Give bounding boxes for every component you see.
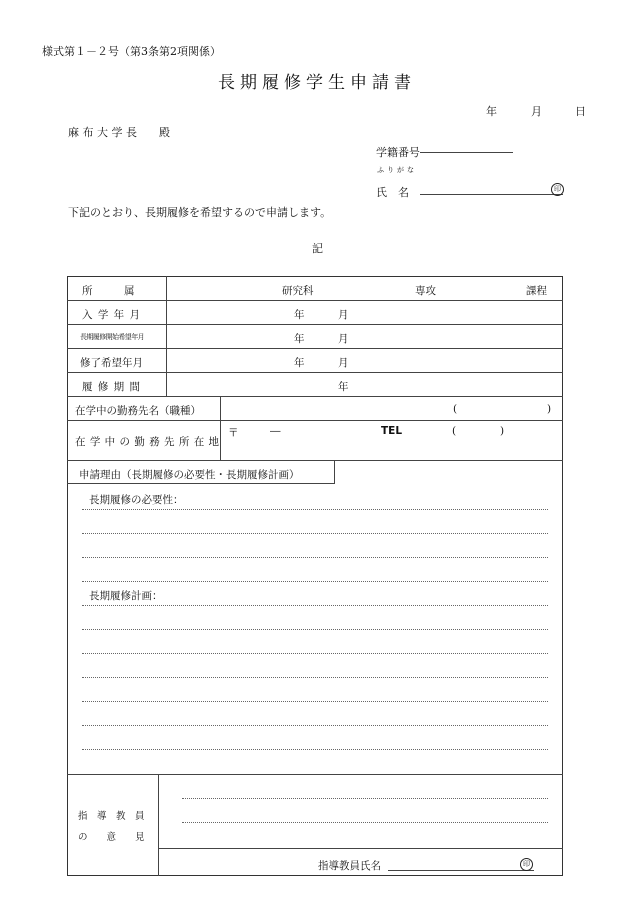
tel-label: TEL xyxy=(381,425,403,437)
completion-month: 月 xyxy=(338,357,349,369)
student-id-field[interactable] xyxy=(420,152,513,153)
necessity-label: 長期履修の必要性： xyxy=(89,494,184,506)
plan-label: 長期履修計画： xyxy=(89,590,163,602)
plan-line-2[interactable] xyxy=(82,629,548,630)
completion-year: 年 xyxy=(294,357,305,369)
plan-line-5[interactable] xyxy=(82,701,548,702)
necessity-line-3[interactable] xyxy=(82,557,548,558)
plan-line-4[interactable] xyxy=(82,677,548,678)
period-label: 履 修 期 間 xyxy=(82,381,142,393)
page-title: 長期履修学生申請書 xyxy=(218,73,416,93)
admission-year: 年 xyxy=(294,309,305,321)
advisor-opinion-line-2[interactable] xyxy=(182,822,548,823)
admission-month: 月 xyxy=(338,309,349,321)
reason-label: 申請理由（長期履修の必要性・長期履修計画） xyxy=(79,469,300,481)
date-month: 月 xyxy=(531,105,542,118)
employer-label: 在学中の勤務先名（職種） xyxy=(75,405,201,417)
plan-line-3[interactable] xyxy=(82,653,548,654)
advisor-opinion-label-2: の 意 見 xyxy=(78,832,145,843)
advisor-seal: 印 xyxy=(520,858,533,871)
admission-label: 入 学 年 月 xyxy=(82,309,142,321)
employer-address-label: 在 学 中 の 勤 務 先 所 在 地 xyxy=(75,436,220,448)
postal-dash: ― xyxy=(270,425,281,437)
ki-label: 記 xyxy=(312,242,323,255)
advisor-opinion-line-1[interactable] xyxy=(182,798,548,799)
employer-paren-open: ( xyxy=(453,403,458,415)
advisor-name-field[interactable] xyxy=(388,870,534,871)
name-field[interactable] xyxy=(420,194,563,195)
postal-mark: 〒 xyxy=(228,427,239,439)
name-label: 氏 名 xyxy=(376,186,409,199)
advisor-opinion-label-1: 指 導 教 員 xyxy=(78,811,145,822)
plan-line-6[interactable] xyxy=(82,725,548,726)
tel-paren-open: ( xyxy=(452,425,457,437)
start-label: 長期履修開始希望年月 xyxy=(80,333,144,341)
major-label: 専攻 xyxy=(415,285,436,297)
addressee: 麻 布 大 学 長 殿 xyxy=(68,126,170,139)
start-year: 年 xyxy=(294,333,305,345)
start-month: 月 xyxy=(338,333,349,345)
student-id-label: 学籍番号 xyxy=(376,146,420,159)
plan-line-7[interactable] xyxy=(82,749,548,750)
intro-text: 下記のとおり、長期履修を希望するので申請します。 xyxy=(68,206,332,219)
necessity-line-1[interactable] xyxy=(82,509,548,510)
necessity-line-4[interactable] xyxy=(82,581,548,582)
employer-paren-close: ) xyxy=(547,403,552,415)
tel-paren-close: ) xyxy=(500,425,505,437)
name-seal: 印 xyxy=(551,183,564,196)
affiliation-label: 所 属 xyxy=(82,285,135,297)
advisor-name-label: 指導教員氏名 xyxy=(318,860,381,872)
date-year: 年 xyxy=(486,105,497,118)
form-number: 様式第１－２号（第3条第2項関係） xyxy=(42,45,221,58)
graduate-school-label: 研究科 xyxy=(282,285,314,297)
completion-label: 修了希望年月 xyxy=(80,357,143,369)
necessity-line-2[interactable] xyxy=(82,533,548,534)
date-day: 日 xyxy=(575,105,586,118)
course-label: 課程 xyxy=(526,285,547,297)
plan-line-1[interactable] xyxy=(82,605,548,606)
furigana-label: ふりがな xyxy=(377,166,417,174)
period-year: 年 xyxy=(338,381,349,393)
